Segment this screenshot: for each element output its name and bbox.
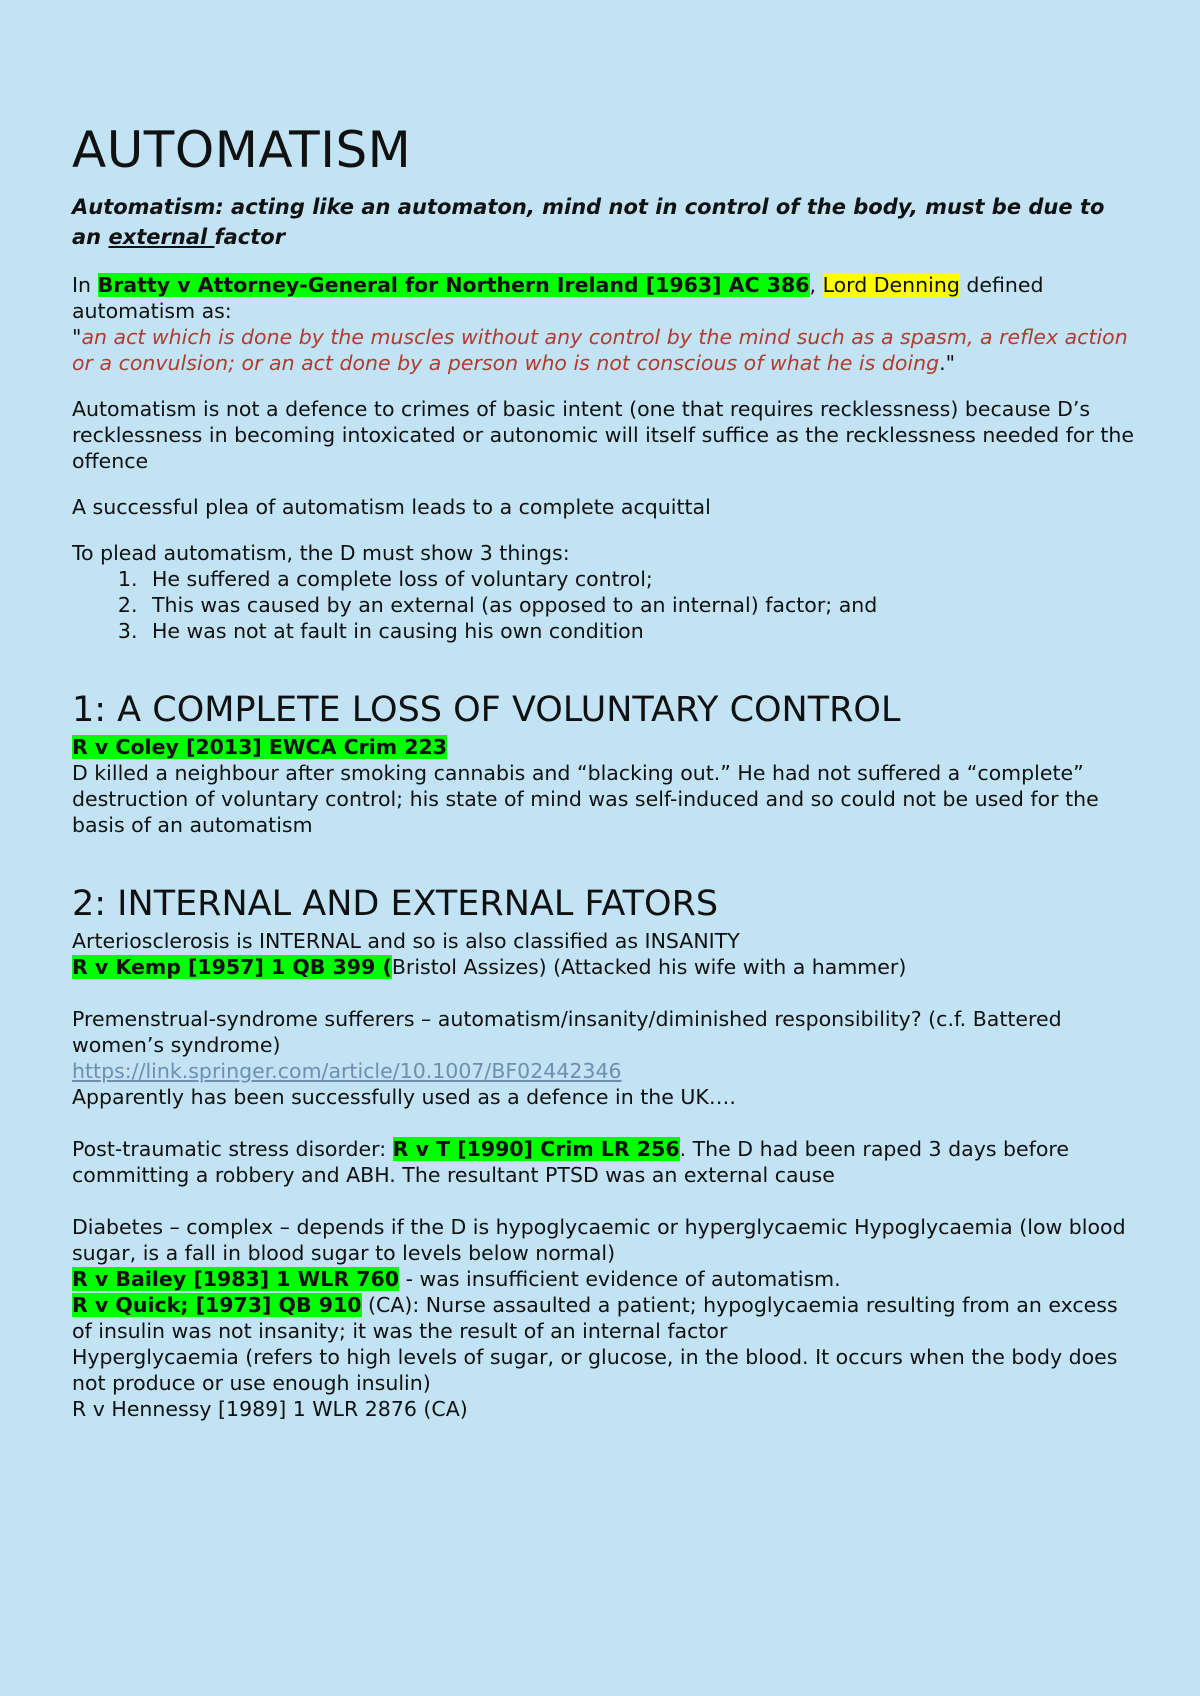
case-kemp: R v Kemp [1957] 1 QB 399 ( xyxy=(72,955,392,979)
case-r-v-t: R v T [1990] Crim LR 256 xyxy=(392,1137,680,1161)
kemp-rest: Bristol Assizes) (Attacked his wife with a hammer) xyxy=(391,955,907,979)
case-coley: R v Coley [2013] EWCA Crim 223 xyxy=(72,735,448,759)
ptsd-paragraph xyxy=(72,1136,1140,1188)
subtitle-underlined: external xyxy=(108,225,215,249)
acquittal-paragraph: A successful plea of automatism leads to a complete acquittal xyxy=(72,495,711,519)
intro-prefix: In xyxy=(72,273,98,297)
case-bailey: R v Bailey [1983] 1 WLR 760 xyxy=(72,1267,400,1291)
judge-name: Lord Denning xyxy=(822,273,960,297)
hennessy-line: R v Hennessy [1989] 1 WLR 2876 (CA) xyxy=(72,1397,468,1421)
coley-line xyxy=(72,734,1140,760)
pms-note: Apparently has been successfully used as a defence in the UK…. xyxy=(72,1085,736,1109)
list-item: 3. He was not at fault in causing his own condition xyxy=(144,618,1140,644)
plead-list xyxy=(72,566,1140,644)
springer-link[interactable]: https://link.springer.com/article/10.1007/BF02442346 xyxy=(72,1059,622,1083)
list-item: 2. This was caused by an external (as opposed to an internal) factor; and xyxy=(144,592,1140,618)
definition-subtitle xyxy=(72,192,1140,252)
plead-intro: To plead automatism, the D must show 3 things: xyxy=(72,541,570,565)
intro-suffix: defined automatism as: xyxy=(72,273,1044,323)
quick-line xyxy=(72,1292,1140,1344)
list-item: 1. He suffered a complete loss of voluntary control; xyxy=(144,566,1140,592)
arteriosclerosis-text: Arteriosclerosis is INTERNAL and so is also classified as INSANITY xyxy=(72,929,740,953)
quote-open: " xyxy=(72,325,82,349)
case-bratty: Bratty v Attorney-General for Northern Ireland [1963] AC 386 xyxy=(97,273,810,297)
case-quick: R v Quick; [1973] QB 910 xyxy=(72,1293,362,1317)
subtitle-text-1: Automatism: acting like an automaton, mind not in control of the body, must be due to an xyxy=(72,195,1105,249)
ptsd-prefix: Post-traumatic stress disorder: xyxy=(72,1137,393,1161)
bailey-line xyxy=(72,1266,1140,1292)
pms-link-line xyxy=(72,1058,1140,1084)
page-title: AUTOMATISM xyxy=(72,121,412,179)
section-1-heading: 1: A COMPLETE LOSS OF VOLUNTARY CONTROL xyxy=(72,690,901,730)
hyperglycaemia-text: Hyperglycaemia (refers to high levels of sugar, or glucose, in the blood. It occurs when the body does not produce or use enough insulin) xyxy=(72,1345,1118,1395)
pms-text: Premenstrual-syndrome sufferers – automatism/insanity/diminished responsibility? (c.f. Battered women’s syndrome) xyxy=(72,1007,1062,1057)
basic-intent-paragraph: Automatism is not a defence to crimes of basic intent (one that requires recklessness) because D’s recklessness in becoming intoxicated or autonomic will itself suffice as the recklessness needed for the offence xyxy=(72,397,1135,473)
ptsd-rest: . The D had been raped 3 days before committing a robbery and ABH. The resultant PTSD was an external cause xyxy=(72,1137,1069,1187)
bailey-rest: - was insufficient evidence of automatism. xyxy=(399,1267,841,1291)
diabetes-text: Diabetes – complex – depends if the D is hypoglycaemic or hyperglycaemic Hypoglycaemia (low blood sugar, is a fall in blood sugar to levels below normal) xyxy=(72,1215,1126,1265)
kemp-line xyxy=(72,954,1140,980)
section-2-heading: 2: INTERNAL AND EXTERNAL FATORS xyxy=(72,884,719,924)
quick-rest: (CA): Nurse assaulted a patient; hypoglycaemia resulting from an excess of insulin was not insanity; it was the result of an internal factor xyxy=(72,1293,1118,1343)
denning-quote: an act which is done by the muscles without any control by the mind such as a spasm, a reflex action or a convulsion; or an act done by a person who is not conscious of what he is doing xyxy=(72,325,1128,375)
coley-text: D killed a neighbour after smoking cannabis and “blacking out.” He had not suffered a “complete” destruction of voluntary control; his state of mind was self-induced and so could not be used for the basis of an automatism xyxy=(72,761,1099,837)
subtitle-text-2: factor xyxy=(214,225,286,249)
intro-paragraph xyxy=(72,272,1140,376)
intro-comma: , xyxy=(809,273,823,297)
quote-close: ." xyxy=(939,351,956,375)
